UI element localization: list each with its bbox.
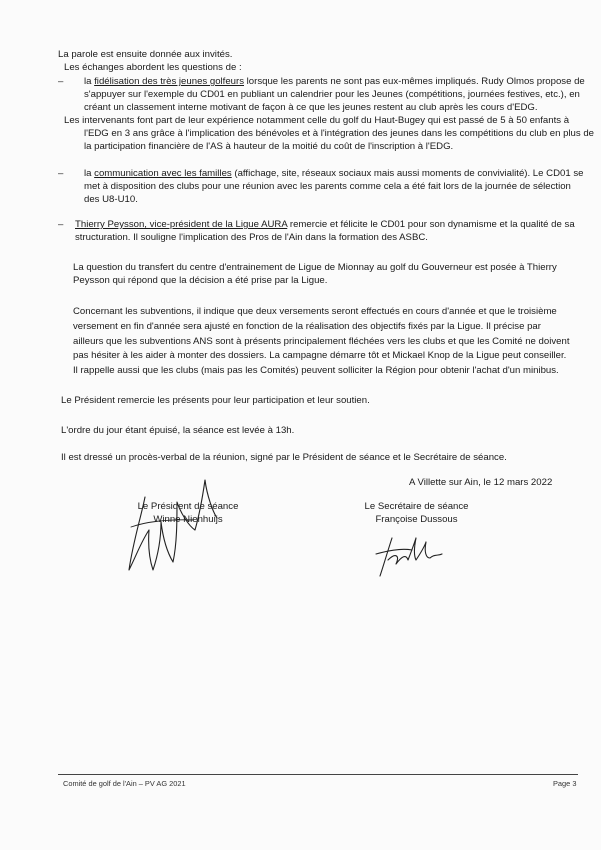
transfert-line-2: Peysson qui répond que la décision a été prise par la Ligue. <box>73 275 328 286</box>
transfert-line-1: La question du transfert du centre d'entrainement de Ligue de Mionnay au golf du Gouverneur est posée à Thierry <box>73 262 557 273</box>
bullet-1-line-3: créant un classement interne motivant de façon à ce que les jeunes restent au club après les cours d'EDG. <box>84 102 538 113</box>
intervenants-line-3: la participation financière de l'AS à hauteur de la moitié du coût de l'inscription à l'EDG. <box>84 141 454 152</box>
remerciements: Le Président remercie les présents pour leur participation et leur soutien. <box>61 395 370 406</box>
intervenants-line-1: Les intervenants font part de leur expérience notamment celle du golf du Haut-Bugey qui est passé de 5 à 50 enfants à <box>64 115 570 126</box>
subventions-line-1: Concernant les subventions, il indique que deux versements seront effectués en cours d'année et que le troisième <box>73 306 557 317</box>
intro-line-1: La parole est ensuite donnée aux invités. <box>58 49 233 60</box>
bullet-dash-1: – <box>58 76 64 87</box>
secretary-name: Françoise Dussous <box>375 514 458 525</box>
bullet-3-line-1 <box>75 218 575 232</box>
bullet-3-topic: Thierry Peysson, vice-président de la Ligue AURA <box>75 219 288 230</box>
bullet-2-prefix: la <box>84 168 95 179</box>
bullet-dash-2: – <box>58 168 64 179</box>
intervenants-line-2: l'EDG en 3 ans grâce à l'implication des bénévoles et à l'intégration des jeunes dans les compétitions du club en plus de <box>84 128 595 139</box>
president-signature <box>115 472 225 582</box>
footer-divider <box>58 774 578 775</box>
bullet-1-line-2: s'appuyer sur l'exemple du CD01 en publiant un calendrier pour les Jeunes (compétitions, journées festives, etc.), en <box>84 89 580 100</box>
footer-page-number: Page 3 <box>553 779 577 788</box>
bullet-1-line-1 <box>84 75 585 89</box>
bullet-2-line-1 <box>84 167 583 181</box>
bullet-1-rest: lorsque les parents ne sont pas eux-mêmes impliqués. Rudy Olmos propose de <box>244 76 585 87</box>
bullet-2-line-3: des U8-U10. <box>84 194 138 205</box>
subventions-line-2: versement en fin d'année sera ajusté en fonction de la réalisation des objectifs fixés par la Ligue. Il précise par <box>73 321 541 332</box>
bullet-1-prefix: la <box>84 76 95 87</box>
president-title: Le Président de séance <box>137 501 239 512</box>
bullet-3-rest: remercie et félicite le CD01 pour son dynamisme et la qualité de sa <box>287 219 575 230</box>
president-name: Winne Nienhuijs <box>153 514 223 525</box>
secretary-signature <box>370 530 460 585</box>
bullet-3-line-2: structuration. Il souligne l'implication des Pros de l'Ain dans la formation des ASBC. <box>75 232 428 243</box>
subventions-line-3: ailleurs que les subventions ANS sont à présents principalement fléchées vers les clubs et que les Comité ne doivent <box>73 336 570 347</box>
bullet-2-line-2: met à disposition des clubs pour une réunion avec les parents comme cela a été fait lors de la journée de sélection <box>84 181 571 192</box>
place-date: A Villette sur Ain, le 12 mars 2022 <box>409 477 553 488</box>
secretary-title: Le Secrétaire de séance <box>364 501 469 512</box>
bullet-2-topic: communication avec les familles <box>94 168 232 179</box>
bullet-2-rest: (affichage, site, réseaux sociaux mais aussi moments de convivialité). Le CD01 se <box>231 168 584 179</box>
bullet-dash-3: – <box>58 219 64 230</box>
subventions-line-5: Il rappelle aussi que les clubs (mais pas les Comités) peuvent solliciter la Région pour obtenir l'achat d'un minibus. <box>73 365 559 376</box>
subventions-line-4: pas hésiter à les aider à monter des dossiers. La campagne démarre tôt et Mickael Knop de la Ligue peut conseiller. <box>73 350 567 361</box>
intro-line-2: Les échanges abordent les questions de : <box>64 62 242 73</box>
proces-verbal: Il est dressé un procès-verbal de la réunion, signé par le Président de séance et le Secrétaire de séance. <box>61 452 507 463</box>
ordre-du-jour: L'ordre du jour étant épuisé, la séance est levée à 13h. <box>61 425 295 436</box>
footer-left: Comité de golf de l'Ain – PV AG 2021 <box>63 779 186 788</box>
bullet-1-topic: fidélisation des très jeunes golfeurs <box>94 76 244 87</box>
